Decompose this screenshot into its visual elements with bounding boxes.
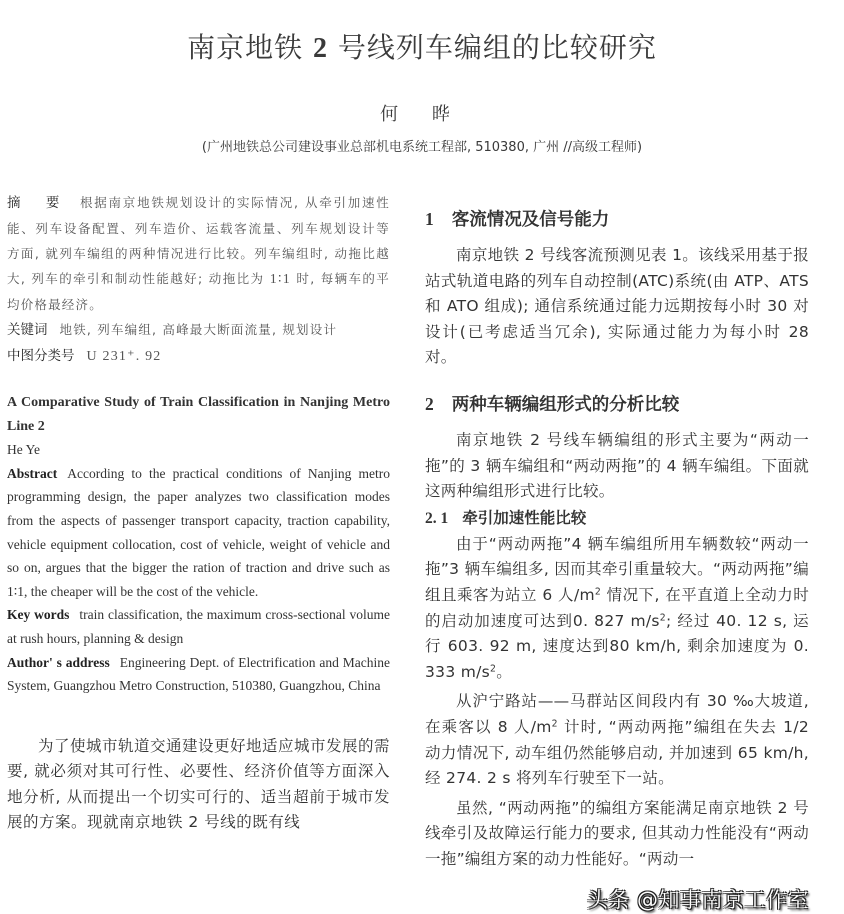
english-keywords-para: [7, 603, 390, 650]
section-2-1-heading: [425, 505, 809, 532]
paper-title: [0, 26, 844, 66]
english-address-text: Engineering Dept. of Electrification and Machine System, Guangzhou Metro Construction, 510380, Guangzhou, China: [7, 654, 390, 694]
abstract-ratio: 1∶1: [269, 272, 291, 287]
keywords-label: 关键词: [7, 322, 48, 338]
watermark: 头条 @知事南京工作室: [586, 888, 809, 913]
section-2-1-paragraph-3: 虽然, “两动两拖”的编组方案能满足南京地铁 2 号线牵引及故障运行能力的要求, 但其动力性能没有“两动一拖”编组方案的动力性能好。“两动一: [425, 798, 809, 868]
author-name: 何 晔: [380, 104, 464, 125]
title-num: 2: [313, 33, 328, 64]
superscript: 2: [659, 611, 667, 623]
section-2-heading: [425, 391, 809, 418]
english-address-label: Author' s address: [7, 654, 110, 670]
p1-part-d: 。: [496, 662, 513, 681]
english-address-para: [7, 651, 390, 698]
title-post: 号线列车编组的比较研究: [328, 31, 657, 64]
abstract-text-pre: 根据南京地铁规划设计的实际情况, 从牵引加速性能、列车设备配置、列车造价、运载客流量、列车规划设计等方面, 就列车编组的两种情况进行比较。列车编组时, 动拖比越大, 列车的牵引和制动性能越好; 动拖比为: [7, 195, 390, 286]
english-keywords-text: train classification, the maximum cross-sectional volume at rush hours, planning & design: [7, 607, 391, 646]
title-pre: 南京地铁: [187, 31, 313, 64]
p1-part-c: ; 经过 40. 12 s, 运行 603. 92 m, 速度达到80 km/h, 剩余加速度为 0. 333 m/s: [425, 611, 809, 681]
author-affiliation: (广州地铁总公司建设事业总部机电系统工程部, 510380, 广州 //高级工程师): [201, 140, 643, 155]
superscript: 2: [594, 586, 602, 598]
section-2-title: 两种车辆编组形式的分析比较: [451, 394, 680, 415]
chinese-abstract: [7, 190, 390, 369]
english-abstract-text: According to the practical conditions of Nanjing metro programming design, the paper analyzes two classification modes from the aspects of passenger transport capacity, traction capability, vehicle equipment collocation, cost of vehicle, weight of vehicle and so on, argues that the bigger the ration of traction and drive such as 1∶1, the cheaper will be the cost of the vehicle.: [7, 465, 390, 599]
english-abstract: [7, 391, 390, 698]
section-1-title: 客流情况及信号能力: [451, 210, 610, 230]
superscript: 2: [490, 663, 497, 675]
english-keywords-label: Key words: [7, 607, 70, 623]
english-abstract-label: Abstract: [7, 465, 58, 481]
english-title: A Comparative Study of Train Classification in Nanjing Metro Line 2: [7, 395, 390, 434]
section-2-number: 2: [425, 393, 434, 414]
classification-line: [7, 343, 390, 369]
section-2-1-paragraph-1: [425, 532, 809, 686]
section-2-paragraph: 南京地铁 2 号线车辆编组的形式主要为“两动一拖”的 3 辆车编组和“两动两拖”的 4 辆车编组。下面就这两种编组形式进行比较。: [425, 430, 809, 501]
right-column: [425, 206, 809, 914]
section-1-heading: [425, 206, 809, 233]
p1-part-b: 情况下, 在平直道上全动力时的启动加速度可达到0. 827 m/s: [425, 585, 809, 630]
section-2-1-title: 牵引加速性能比较: [462, 508, 587, 527]
p1-part-a: 由于“两动两拖”4 辆车编组所用车辆数较“两动一拖”3 辆车编组多, 因而其牵引重量较大。“两动两拖”编组且乘客为站立 6 人/m: [425, 534, 809, 604]
abstract-text-post: 时, 每辆车的平均价格最经济。: [7, 271, 390, 312]
section-1-paragraph: 南京地铁 2 号线客流预测见表 1。该线采用基于报站式轨道电路的列车自动控制(ATC)系统(由 ATP、ATS 和 ATO 组成); 通信系统通过能力远期按每小时 30 对设计(已考虑适当冗余), 实际通过能力为每小时 28 对。: [425, 246, 809, 367]
abstract-label: 摘 要: [7, 195, 70, 211]
section-2-1-number: 2. 1: [425, 509, 449, 527]
left-column: [7, 190, 390, 836]
intro-paragraph: 为了使城市轨道交通建设更好地适应城市发展的需要, 就必须对其可行性、必要性、经济价值等方面深入地分析, 从而提出一个切实可行的、适当超前于城市发展的方案。现就南京地铁 2 号线的既有线: [7, 736, 391, 832]
p2-part-a: 从沪宁路站——马群站区间段内有 30 ‰大坡道, 在乘客以 8 人/m: [425, 692, 809, 736]
p2-part-b: 计时, “两动两拖”编组在失去 1/2 动力情况下, 动车组仍然能够启动, 并加速到 65 km/h, 经 274. 2 s 将列车行驶至下一站。: [425, 717, 809, 788]
classification-label: 中图分类号: [7, 348, 75, 364]
keywords-line: [7, 317, 390, 343]
superscript: 2: [551, 718, 558, 730]
section-1-number: 1: [425, 209, 434, 229]
section-2-1-paragraph-2: [425, 689, 809, 791]
keywords-text: 地铁, 列车编组, 高峰最大断面流量, 规划设计: [59, 322, 338, 337]
english-author: He Ye: [7, 442, 41, 458]
english-abstract-para: [7, 462, 390, 604]
classification-code: U 231⁺. 92: [86, 349, 162, 364]
